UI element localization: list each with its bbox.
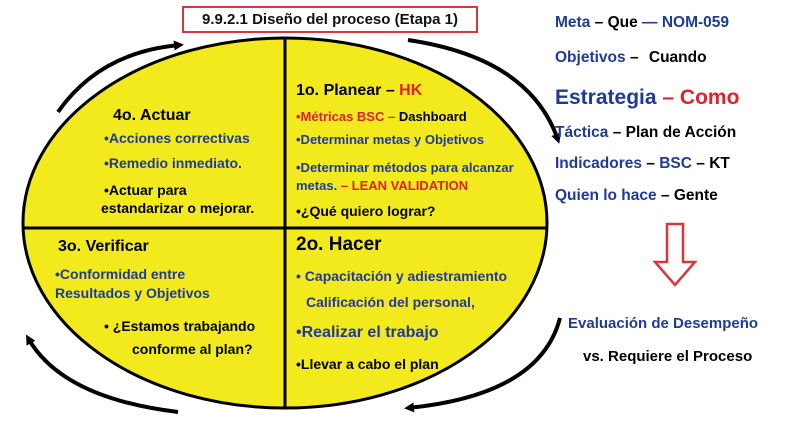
- indicadores-sep1: –: [642, 155, 660, 172]
- estrategia-sep: –: [656, 86, 680, 109]
- hacer-item-capacitacion: • Capacitación y adiestramiento: [296, 268, 508, 284]
- quien-sep: –: [656, 187, 674, 204]
- planear-metricas: •Métricas BSC –: [296, 109, 399, 124]
- indicadores-label: Indicadores: [555, 155, 642, 172]
- verificar-item-line1: •Conformidad entre: [55, 266, 186, 282]
- verificar-heading: 3o. Verificar: [58, 238, 149, 255]
- quien-line: [555, 187, 718, 205]
- planear-metricas-line: [296, 108, 467, 125]
- actuar-question-line1: •Actuar para: [104, 182, 187, 198]
- meta-que: Que: [607, 14, 638, 31]
- hacer-item-calificacion: Calificación del personal,: [306, 294, 475, 310]
- objetivos-sep: –: [625, 49, 643, 66]
- verificar-question-line2: conforme al plan?: [132, 341, 253, 357]
- evaluacion-desempeno: Evaluación de Desempeño: [568, 315, 759, 332]
- planear-metas-text: metas.: [296, 178, 341, 193]
- hacer-heading: 2o. Hacer: [296, 234, 382, 255]
- meta-line: [555, 14, 729, 32]
- planear-item-metodos-line1: •Determinar métodos para alcanzar: [296, 160, 514, 175]
- planear-heading: 1o. Planear –: [296, 82, 400, 99]
- planear-heading-line: [296, 82, 422, 99]
- indicadores-bsc: BSC: [659, 155, 692, 172]
- hacer-item-llevar: •Llevar a cabo el plan: [296, 356, 439, 372]
- meta-sep2: —: [637, 14, 662, 31]
- planear-heading-accent: HK: [399, 82, 423, 99]
- process-title: 9.9.2.1 Diseño del proceso (Etapa 1): [182, 6, 478, 33]
- verificar-item-line2: Resultados y Objetivos: [55, 285, 210, 301]
- tactica-line: [555, 124, 736, 142]
- planear-item-metas: •Determinar metas y Objetivos: [296, 132, 485, 147]
- indicadores-sep2: –: [691, 155, 710, 172]
- estrategia-line: [555, 86, 739, 110]
- requiere-proceso: vs. Requiere el Proceso: [583, 348, 753, 365]
- tactica-plan: Plan de Acción: [625, 124, 737, 141]
- actuar-item-acciones: •Acciones correctivas: [104, 130, 250, 146]
- meta-label: Meta: [555, 14, 591, 31]
- indicadores-kt: KT: [709, 155, 730, 172]
- estrategia-como: Como: [679, 86, 740, 109]
- planear-question: •¿Qué quiero lograr?: [296, 203, 436, 219]
- planear-lean-validation: – LEAN VALIDATION: [340, 178, 469, 193]
- quien-label: Quien lo hace: [555, 187, 657, 204]
- objetivos-cuando: Cuando: [648, 49, 707, 66]
- objetivos-line: [555, 49, 707, 67]
- tactica-label: Táctica: [555, 124, 609, 141]
- actuar-heading: 4o. Actuar: [113, 107, 191, 124]
- planear-dashboard: Dashboard: [398, 109, 467, 124]
- actuar-item-remedio: •Remedio inmediato.: [104, 155, 242, 171]
- planear-item-metodos-line2: [296, 177, 468, 194]
- estrategia-label: Estrategia: [555, 86, 657, 109]
- meta-sep1: –: [590, 14, 608, 31]
- actuar-question-line2: estandarizar o mejorar.: [101, 200, 255, 216]
- meta-nom: NOM-059: [661, 14, 730, 31]
- quien-gente: Gente: [673, 187, 718, 204]
- tactica-sep: –: [608, 124, 626, 141]
- verificar-question-line1: • ¿Estamos trabajando: [104, 318, 256, 334]
- hacer-item-realizar: •Realizar el trabajo: [296, 324, 439, 341]
- down-arrow-icon: [655, 224, 695, 285]
- indicadores-line: [555, 155, 730, 173]
- objetivos-label: Objetivos: [555, 49, 626, 66]
